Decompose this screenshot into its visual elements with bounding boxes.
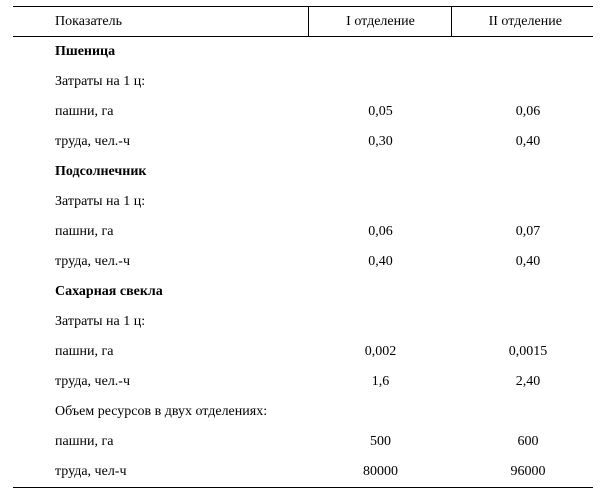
dept-1-value: 500 [370, 434, 391, 449]
dept-1-value: 0,30 [368, 134, 393, 149]
section-heading-row [13, 277, 593, 307]
dept-2-value: 0,0015 [508, 344, 548, 359]
table-body [13, 37, 593, 488]
section-heading: Сахарная свекла [55, 284, 163, 299]
dept-1-value [308, 37, 451, 68]
row-label: труда, чел.-ч [55, 254, 131, 269]
section-heading: Пшеница [55, 44, 116, 59]
dept-2-value [451, 397, 593, 427]
header-dept-2: II отделение [451, 7, 593, 37]
dept-2-value: 2,40 [515, 374, 541, 389]
resource-table-container [13, 6, 593, 488]
dept-1-value [308, 67, 451, 97]
row-label: труда, чел.-ч [55, 374, 131, 389]
table-row [13, 67, 593, 97]
resource-table [13, 6, 593, 488]
table-row [13, 217, 593, 247]
table-row [13, 307, 593, 337]
table-row [13, 427, 593, 457]
dept-2-value: 96000 [451, 457, 593, 488]
section-heading-row [13, 157, 593, 187]
header-row [13, 7, 593, 37]
row-label: труда, чел.-ч [55, 134, 131, 149]
row-label: Затраты на 1 ц: [55, 74, 146, 89]
table-row [13, 97, 593, 127]
dept-1-value [308, 397, 451, 427]
dept-1-value: 0,002 [364, 344, 397, 359]
section-heading: Подсолнечник [55, 164, 147, 179]
table-row [13, 187, 593, 217]
table-row [13, 127, 593, 157]
dept-2-value: 0,40 [515, 134, 541, 149]
dept-1-value [308, 277, 451, 307]
dept-2-value: 0,40 [515, 254, 541, 269]
dept-2-value [451, 157, 593, 187]
table-row [13, 337, 593, 367]
row-label: Затраты на 1 ц: [55, 314, 146, 329]
dept-2-value [451, 307, 593, 337]
header-indicator: Показатель [13, 7, 308, 37]
dept-1-value [308, 157, 451, 187]
row-label: Затраты на 1 ц: [55, 194, 146, 209]
table-row [13, 247, 593, 277]
dept-1-value: 0,40 [368, 254, 393, 269]
section-heading-row [13, 37, 593, 68]
row-label: пашни, га [55, 224, 114, 239]
dept-2-value: 0,07 [515, 224, 541, 239]
row-label: Объем ресурсов в двух отделениях: [55, 404, 268, 419]
dept-2-value: 0,06 [515, 104, 541, 119]
dept-2-value [451, 187, 593, 217]
table-row [13, 367, 593, 397]
dept-2-value [451, 277, 593, 307]
dept-1-value: 80000 [308, 457, 451, 488]
dept-2-value [451, 67, 593, 97]
dept-1-value: 0,05 [368, 104, 393, 119]
dept-2-value [451, 37, 593, 68]
header-dept-1: I отделение [308, 7, 451, 37]
dept-1-value [308, 307, 451, 337]
row-label: труда, чел-ч [13, 457, 308, 488]
dept-1-value: 0,06 [368, 224, 393, 239]
row-label: пашни, га [55, 104, 114, 119]
row-label: пашни, га [55, 434, 114, 449]
row-label: пашни, га [55, 344, 114, 359]
dept-1-value: 1,6 [371, 374, 390, 389]
table-row [13, 457, 593, 488]
dept-1-value [308, 187, 451, 217]
table-row [13, 397, 593, 427]
dept-2-value: 600 [517, 434, 539, 449]
table-header [13, 7, 593, 37]
